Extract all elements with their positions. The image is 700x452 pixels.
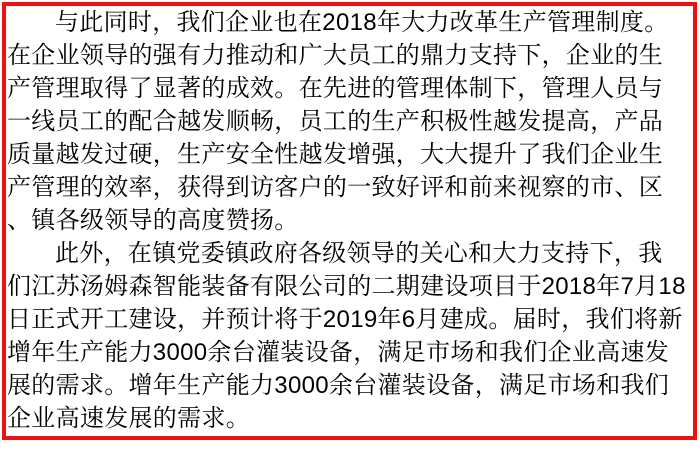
text-line: 质量越发过硬，生产安全性越发增强，大大提升了我们企业生 <box>7 141 664 168</box>
document-frame <box>2 2 697 440</box>
text-line: 此外，在镇党委镇政府各级领导的关心和大力支持下，我 <box>55 240 663 267</box>
text-line: 展的需求。增年生产能力3000余台灌装设备，满足市场和我们 <box>7 372 670 399</box>
text-line: 与此同时，我们企业也在2018年大力改革生产管理制度。 <box>55 9 669 36</box>
text-line: 、镇各级领导的高度赞扬。 <box>7 207 299 234</box>
text-line: 一线员工的配合越发顺畅，员工的生产积极性越发提高，产品 <box>7 108 664 135</box>
text-line: 们江苏汤姆森智能装备有限公司的二期建设项目于2018年7月18 <box>7 273 686 300</box>
text-line: 增年生产能力3000余台灌装设备，满足市场和我们企业高速发 <box>7 339 670 366</box>
text-line: 产管理取得了显著的成效。在先进的管理体制下，管理人员与 <box>7 75 664 102</box>
text-line: 在企业领导的强有力推动和广大员工的鼎力支持下，企业的生 <box>7 42 664 69</box>
document-text <box>7 6 691 435</box>
text-line: 产管理的效率，获得到访客户的一致好评和前来视察的市、区 <box>7 174 664 201</box>
text-line: 企业高速发展的需求。 <box>7 405 250 432</box>
text-line: 日正式开工建设，并预计将于2019年6月建成。届时，我们将新 <box>7 306 683 333</box>
